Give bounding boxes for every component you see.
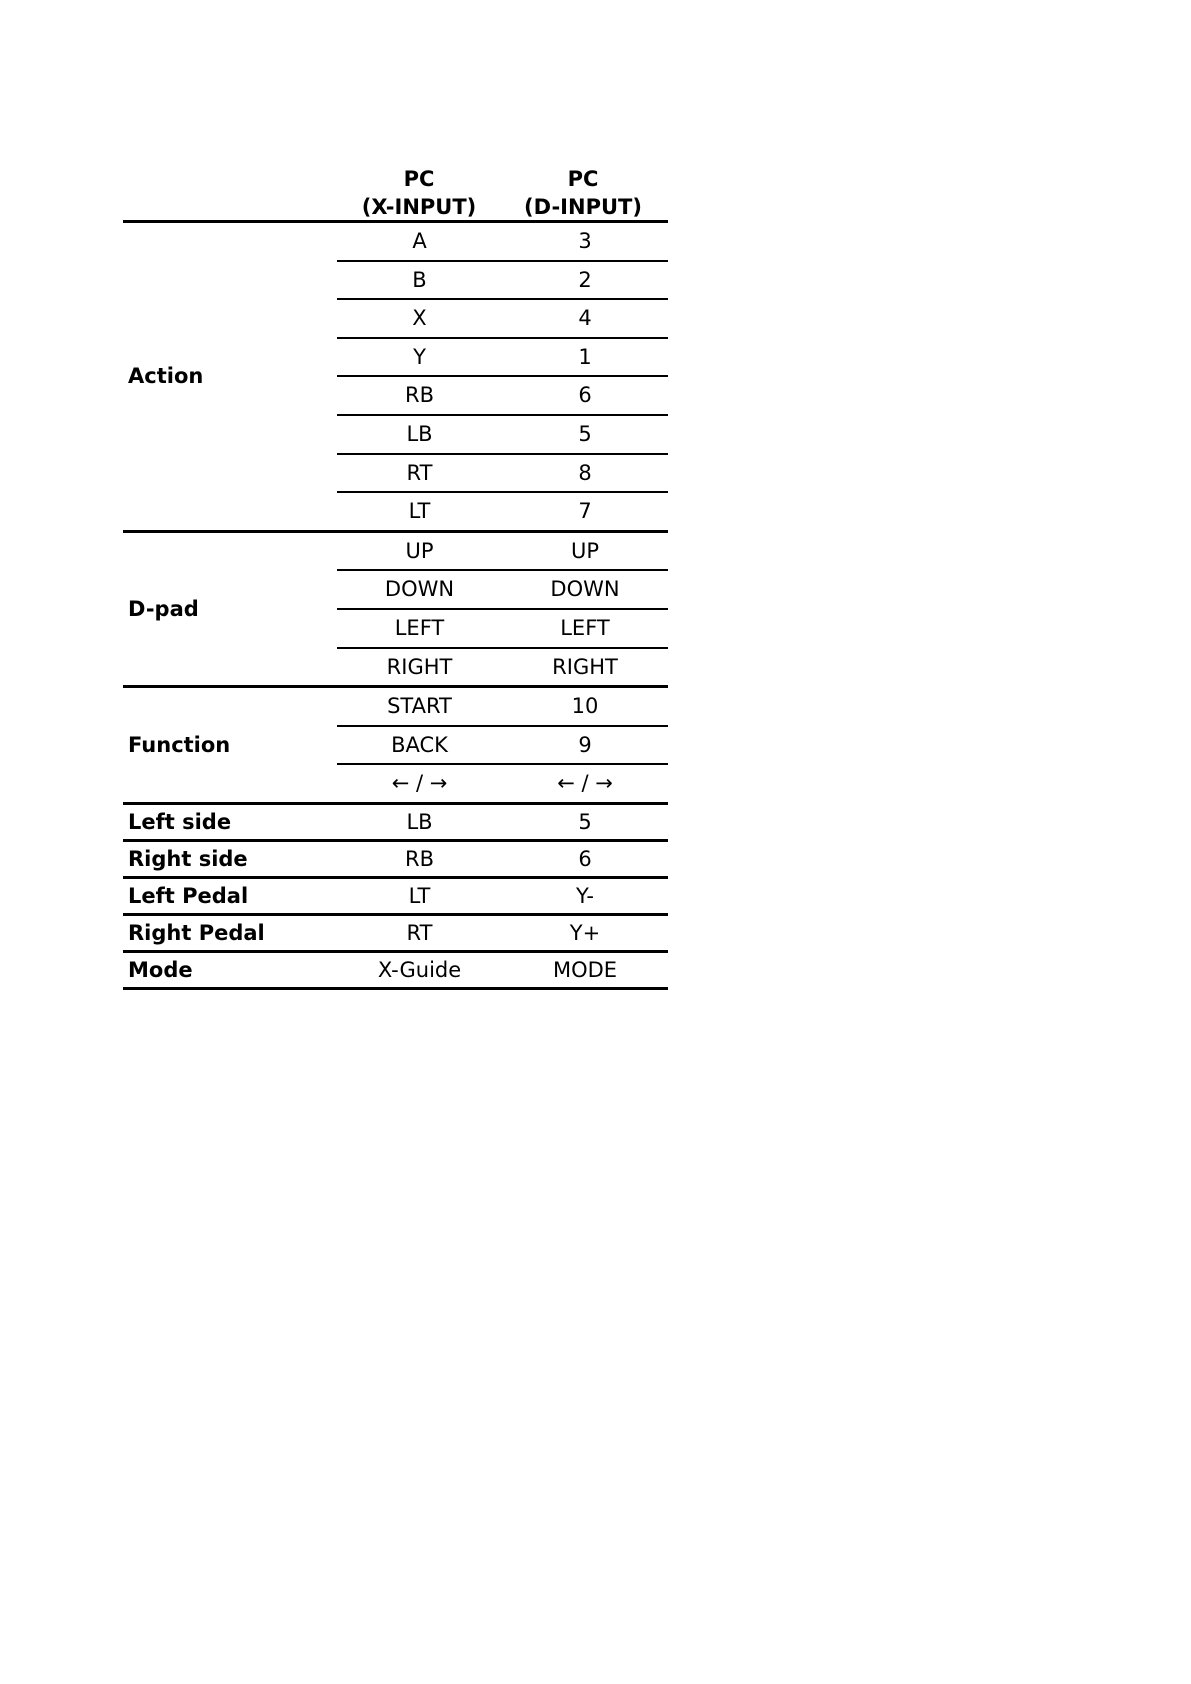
x-input-cell: RIGHT bbox=[386, 654, 453, 679]
header-x-line1: PC bbox=[403, 167, 435, 191]
button-mapping-table bbox=[123, 163, 668, 990]
header-x-line2: (X-INPUT) bbox=[361, 195, 477, 219]
group-label-function: Function bbox=[128, 733, 231, 758]
row-label-right-pedal: Right Pedal bbox=[128, 920, 265, 945]
d-input-cell: LEFT bbox=[560, 615, 610, 640]
table-row bbox=[337, 416, 668, 455]
table-row bbox=[337, 610, 668, 649]
table-row bbox=[337, 223, 668, 262]
x-input-cell: LB bbox=[406, 809, 433, 834]
group-rows-action bbox=[337, 223, 668, 530]
table-row-left-side bbox=[123, 805, 668, 842]
table-header bbox=[123, 163, 668, 223]
table-row-right-side bbox=[123, 842, 668, 879]
row-label-mode: Mode bbox=[128, 957, 193, 982]
x-input-cell: ← / → bbox=[391, 771, 448, 796]
d-input-cell: 9 bbox=[578, 732, 592, 757]
group-label-dpad: D-pad bbox=[128, 596, 199, 621]
d-input-cell: 5 bbox=[578, 809, 592, 834]
table-row bbox=[337, 727, 668, 766]
table-row bbox=[337, 649, 668, 686]
x-input-cell: A bbox=[412, 229, 427, 253]
x-input-cell: X-Guide bbox=[377, 957, 462, 982]
row-label-right-side: Right side bbox=[128, 846, 248, 871]
group-rows-function bbox=[337, 688, 668, 802]
table-row bbox=[337, 455, 668, 494]
table-row bbox=[337, 339, 668, 378]
x-input-cell: START bbox=[387, 694, 452, 719]
table-row-right-pedal bbox=[123, 916, 668, 953]
d-input-cell: MODE bbox=[552, 957, 618, 982]
x-input-cell: RT bbox=[406, 920, 433, 945]
header-d-line2: (D-INPUT) bbox=[524, 195, 642, 219]
x-input-cell: BACK bbox=[391, 732, 448, 757]
x-input-cell: LT bbox=[408, 883, 431, 908]
d-input-cell: 10 bbox=[571, 694, 599, 719]
d-input-cell: 2 bbox=[578, 267, 592, 292]
x-input-cell: RT bbox=[406, 460, 433, 485]
table-row bbox=[337, 688, 668, 727]
table-row bbox=[337, 262, 668, 301]
header-x-input bbox=[337, 165, 501, 221]
d-input-cell: 6 bbox=[578, 383, 592, 408]
x-input-cell: RB bbox=[405, 383, 434, 408]
table-row bbox=[337, 571, 668, 610]
group-dpad bbox=[123, 533, 668, 688]
group-function bbox=[123, 688, 668, 805]
d-input-cell: Y- bbox=[576, 883, 594, 908]
header-d-line1: PC bbox=[567, 167, 599, 191]
d-input-cell: 6 bbox=[578, 846, 592, 871]
table-row bbox=[337, 765, 668, 802]
row-label-left-pedal: Left Pedal bbox=[128, 883, 249, 908]
x-input-cell: DOWN bbox=[384, 577, 455, 602]
d-input-cell: 5 bbox=[578, 421, 592, 446]
x-input-cell: X bbox=[412, 306, 427, 331]
x-input-cell: LB bbox=[406, 421, 433, 446]
group-rows-dpad bbox=[337, 533, 668, 685]
d-input-cell: RIGHT bbox=[552, 654, 618, 679]
table-row-mode bbox=[123, 953, 668, 990]
table-row bbox=[337, 493, 668, 530]
header-d-input bbox=[501, 165, 665, 221]
x-input-cell: RB bbox=[405, 846, 434, 871]
d-input-cell: 4 bbox=[578, 306, 592, 331]
d-input-cell: Y+ bbox=[569, 920, 601, 945]
d-input-cell: ← / → bbox=[557, 771, 613, 796]
x-input-cell: B bbox=[412, 267, 427, 292]
d-input-cell: UP bbox=[570, 538, 600, 563]
x-input-cell: LT bbox=[408, 499, 431, 524]
x-input-cell: UP bbox=[405, 538, 434, 563]
table-row bbox=[337, 533, 668, 572]
d-input-cell: 3 bbox=[578, 229, 592, 253]
table-row bbox=[337, 300, 668, 339]
table-row bbox=[337, 377, 668, 416]
d-input-cell: 8 bbox=[578, 460, 592, 485]
group-label-action: Action bbox=[128, 364, 204, 389]
d-input-cell: 1 bbox=[578, 344, 592, 369]
table-row-left-pedal bbox=[123, 879, 668, 916]
x-input-cell: Y bbox=[413, 344, 426, 369]
d-input-cell: DOWN bbox=[550, 577, 620, 602]
d-input-cell: 7 bbox=[578, 499, 592, 524]
x-input-cell: LEFT bbox=[394, 615, 445, 640]
row-label-left-side: Left side bbox=[128, 809, 232, 834]
group-action bbox=[123, 223, 668, 533]
